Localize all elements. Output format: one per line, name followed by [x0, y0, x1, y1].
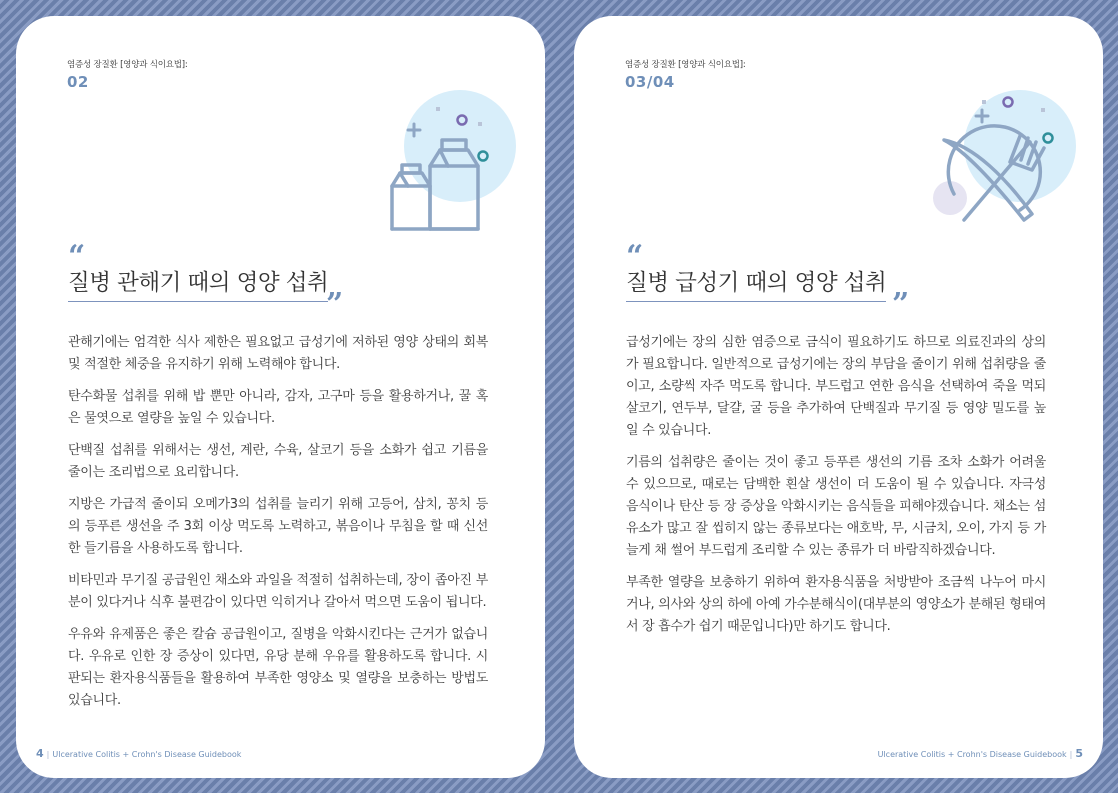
quote-open-mark: “ — [68, 239, 86, 274]
paragraph: 부족한 열량을 보충하기 위하여 환자용식품을 처방받아 조금씩 나누어 마시거나, 의사와 상의 하에 아예 가수분해식이(대부분의 영양소가 분해된 형태여서 장 흡수가 쉽기 때문입니다)만 하기도 합니다. — [626, 575, 1046, 634]
section-number: 03/04 — [625, 73, 675, 91]
paragraph: 급성기에는 장의 심한 염증으로 금식이 필요하기도 하므로 의료진과의 상의가 필요합니다. 일반적으로 급성기에는 장의 부담을 줄이기 위해 섭취량을 줄이고, 소량씩 자주 먹도록 합니다. 부드럽고 연한 음식을 선택하여 죽을 먹되 살코기, 연두부, 달걀, 굴 등을 추가하여 단백질과 무기질 등 영양 밀도를 높일 수 있습니다. — [626, 335, 1046, 438]
page-number: 4 — [36, 747, 44, 760]
milk-cartons-icon — [356, 74, 516, 234]
page-number: 5 — [1075, 747, 1083, 760]
quote-open-mark: “ — [626, 239, 644, 274]
left-page — [16, 16, 545, 778]
footer-text: Ulcerative Colitis + Crohn's Disease Guidebook — [877, 750, 1067, 759]
body-text — [68, 332, 488, 722]
paragraph: 비타민과 무기질 공급원인 채소와 과일을 적절히 섭취하는데, 장이 좁아진 부분이 있다거나 식후 불편감이 있다면 익히거나 갈아서 먹으면 도움이 됩니다. — [68, 573, 488, 610]
page-footer: Ulcerative Colitis + Crohn's Disease Guidebook | 5 — [877, 747, 1083, 760]
quote-close-mark: ” — [326, 287, 344, 322]
paragraph: 기름의 섭취량은 줄이는 것이 좋고 등푸른 생선의 기름 조차 소화가 어려울 수 있으므로, 때로는 담백한 흰살 생선이 더 도움이 될 수 있습니다. 자극성 음식이나 탄산 등 장 증상을 악화시키는 음식들을 피해야겠습니다. 채소는 섬유소가 많고 잘 씹히지 않는 종류보다는 애호박, 무, 시금치, 오이, 가지 등 가늘게 채 썰어 부드럽게 조리할 수 있는 종류가 더 바람직하겠습니다. — [626, 455, 1046, 558]
section-number: 02 — [67, 73, 89, 91]
paragraph: 탄수화물 섭취를 위해 밥 뿐만 아니라, 감자, 고구마 등을 활용하거나, 꿀 혹은 물엿으로 열량을 높일 수 있습니다. — [68, 389, 488, 426]
paragraph: 지방은 가급적 줄이되 오메가3의 섭취를 늘리기 위해 고등어, 삼치, 꽁치 등의 등푸른 생선을 주 3회 이상 먹도록 노력하고, 볶음이나 무침을 할 때 신선한 들기름을 사용하도록 합니다. — [68, 497, 488, 556]
section-title: 질병 급성기 때의 영양 섭취 — [626, 265, 886, 302]
page-footer: 4 | Ulcerative Colitis + Crohn's Disease Guidebook — [36, 747, 242, 760]
paragraph: 우유와 유제품은 좋은 칼슘 공급원이고, 질병을 악화시킨다는 근거가 없습니다. 우유로 인한 장 증상이 있다면, 유당 분해 우유를 활용하도록 합니다. 시판되는 환자용식품들을 활용하여 부족한 영양소 및 열량을 보충하는 방법도 있습니다. — [68, 627, 488, 708]
knife-fork-plate-icon — [924, 74, 1084, 234]
footer-text: Ulcerative Colitis + Crohn's Disease Guidebook — [52, 750, 242, 759]
right-page — [574, 16, 1103, 778]
paragraph: 단백질 섭취를 위해서는 생선, 계란, 수육, 살코기 등을 소화가 쉽고 기름을 줄이는 조리법으로 요리합니다. — [68, 443, 488, 480]
paragraph: 관해기에는 엄격한 식사 제한은 필요없고 급성기에 저하된 영양 상태의 회복 및 적절한 체중을 유지하기 위해 노력해야 합니다. — [68, 335, 488, 372]
header-subtitle: 염증성 장질환 [영양과 식이요법]: — [67, 60, 188, 70]
quote-close-mark: ” — [892, 287, 910, 322]
section-title: 질병 관해기 때의 영양 섭취 — [68, 265, 328, 302]
body-text — [626, 332, 1046, 648]
header-subtitle: 염증성 장질환 [영양과 식이요법]: — [625, 60, 746, 70]
